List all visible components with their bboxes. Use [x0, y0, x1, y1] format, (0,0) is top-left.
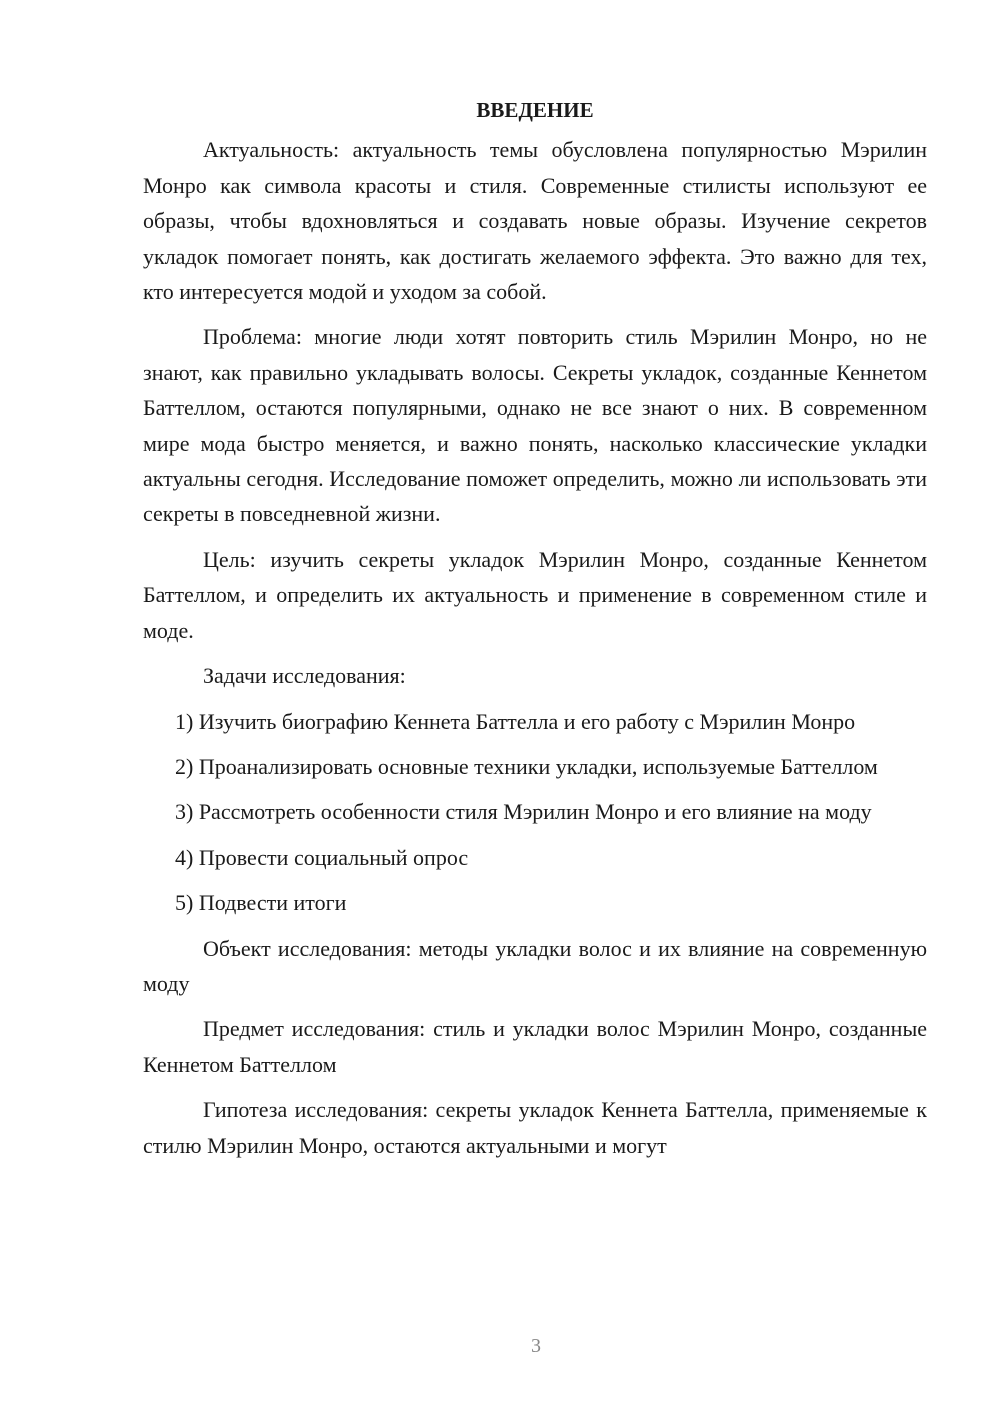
document-body: [143, 93, 927, 1173]
relevance-paragraph: Актуальность: актуальность темы обусловлена популярностью Мэрилин Монро как символа красоты и стиля. Современные стилисты используют ее образы, чтобы вдохновляться и создавать новые образы. Изучение секретов укладок помогает понять, как достигать желаемого эффекта. Это важно для тех, кто интересуется модой и уходом за собой.: [143, 137, 927, 305]
problem-paragraph: Проблема: многие люди хотят повторить стиль Мэрилин Монро, но не знают, как правильно укладывать волосы. Секреты укладок, созданные Кеннетом Баттеллом, остаются популярными, однако не все знают о них. В современном мире мода быстро меняется, и важно понять, насколько классические укладки актуальны сегодня. Исследование поможет определить, можно ли использовать эти секреты в повседневной жизни.: [143, 324, 927, 527]
page-number: 3: [531, 1335, 541, 1357]
task-item: 2) Проанализировать основные техники укладки, используемые Баттеллом: [175, 753, 878, 779]
subject-paragraph: Предмет исследования: стиль и укладки волос Мэрилин Монро, созданные Кеннетом Баттеллом: [143, 1016, 927, 1077]
task-item: 3) Рассмотреть особенности стиля Мэрилин Монро и его влияние на моду: [175, 799, 872, 825]
task-item: 4) Провести социальный опрос: [175, 844, 469, 870]
object-paragraph: Объект исследования: методы укладки волос и их влияние на современную моду: [143, 935, 927, 996]
goal-paragraph: Цель: изучить секреты укладок Мэрилин Монро, созданные Кеннетом Баттеллом, и определить их актуальность и применение в современном стиле и моде.: [143, 546, 927, 643]
tasks-title: Задачи исследования:: [203, 663, 406, 689]
section-heading: ВВЕДЕНИЕ: [476, 98, 594, 122]
hypothesis-paragraph: Гипотеза исследования: секреты укладок Кеннета Баттелла, применяемые к стилю Мэрилин Монро, остаются актуальными и могут: [143, 1097, 927, 1158]
task-item: 1) Изучить биографию Кеннета Баттелла и его работу с Мэрилин Монро: [175, 708, 856, 734]
task-item: 5) Подвести итоги: [175, 890, 347, 916]
